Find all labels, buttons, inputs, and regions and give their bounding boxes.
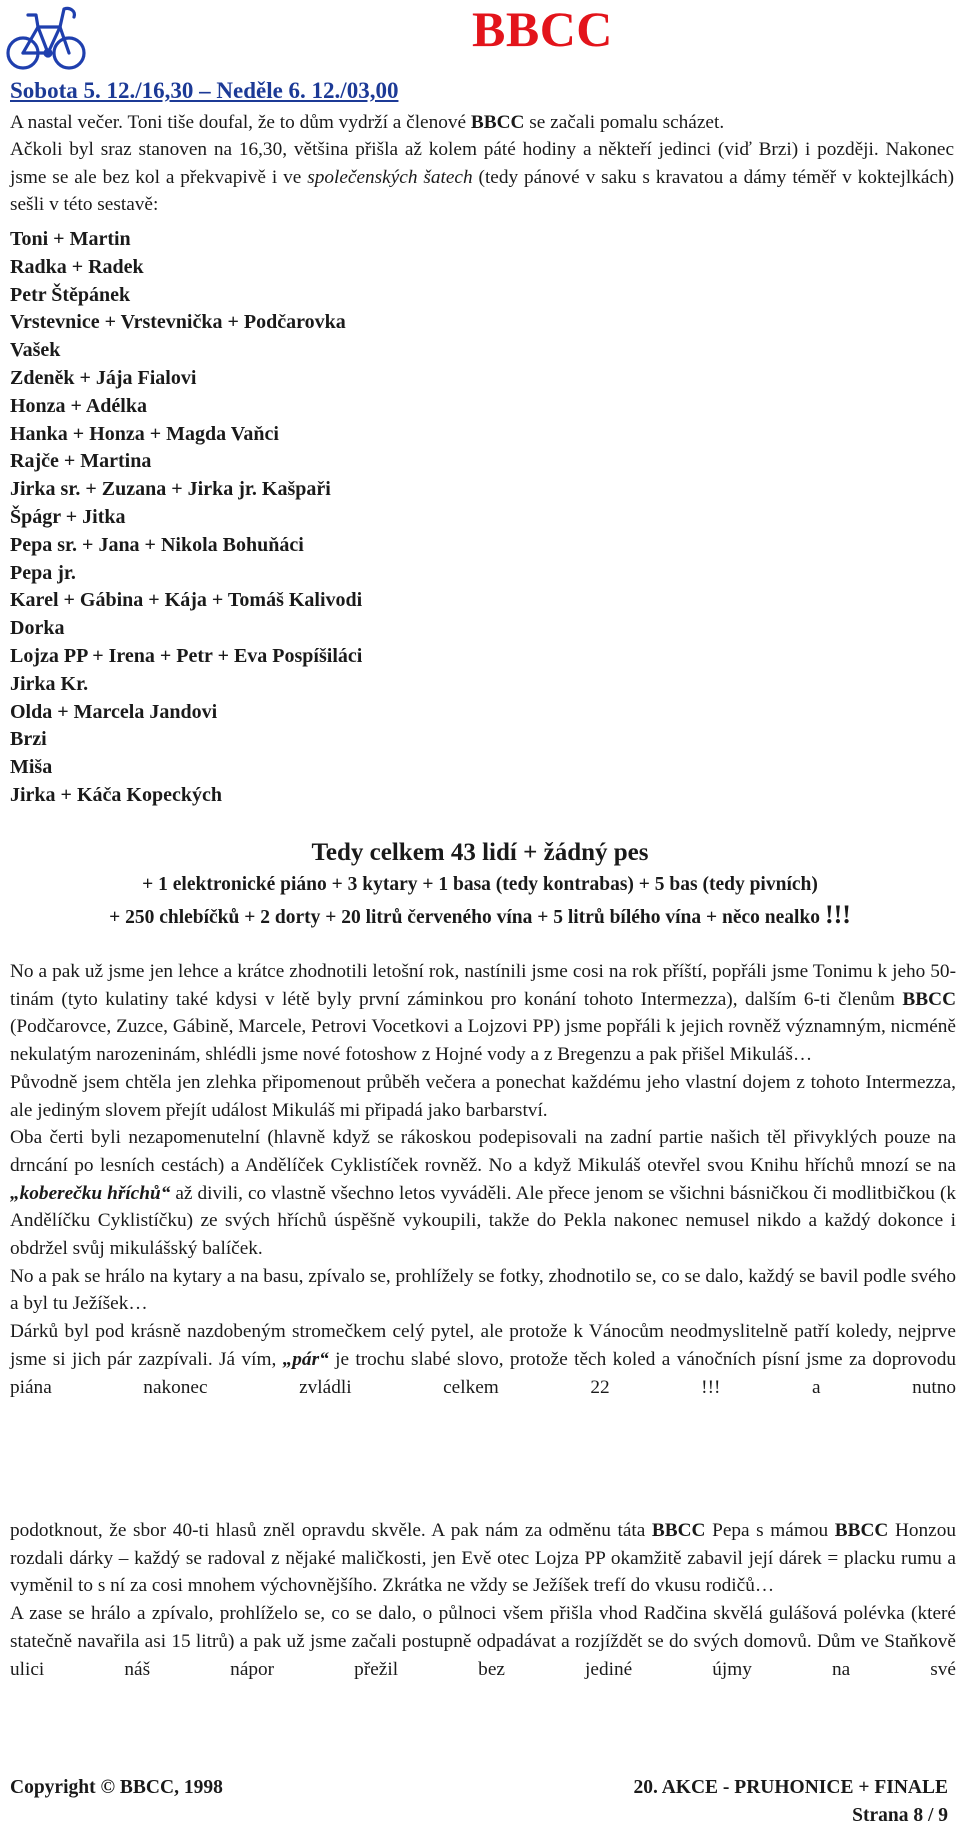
- footer-copyright: Copyright © BBCC, 1998: [10, 1777, 223, 1798]
- attendee-item: Hanka + Honza + Magda Vaňci: [10, 422, 279, 445]
- body-text-run: Pepa s mámou: [705, 1520, 835, 1541]
- body-emphasis: „koberečku hříchů“: [10, 1182, 171, 1204]
- attendee-item: Toni + Martin: [10, 228, 131, 250]
- attendee-item: Miša: [10, 756, 53, 779]
- summary-line-2: [0, 900, 960, 933]
- body-text-run: (Podčarovce, Zuzce, Gábině, Marcele, Petrovi Vocetkovi a Lojzovi PP) jsme popřáli k jejich rovněž významným, nicméně nekulatým narozeninám, shlédli jsme nové fotoshow z Hojné vody a z Bregenzu a pak přišel Mikuláš…: [10, 1016, 956, 1066]
- body-text-run: podotknout, že sbor 40-ti hlasů zněl opravdu skvěle. A pak nám za odměnu táta: [10, 1520, 652, 1541]
- body-text-run: No a pak už jsme jen lehce a krátce zhodnotili letošní rok, nastínili jsme cosi na rok příští, popřáli jsme Tonimu k jeho 50-tinám (tyto kulatiny také kdysi v létě byly první záminkou pro konání tohoto Intermezza), dalším 6-ti členům: [10, 961, 956, 1010]
- attendee-item: Jirka Kr.: [10, 672, 89, 695]
- bbcc-mention: BBCC: [470, 112, 525, 133]
- body-paragraph-3: [10, 1124, 956, 1263]
- brand-title: BBCC: [472, 1, 613, 57]
- intro-text-run: Ačkoli byl sraz stanoven na 16,30, většina přišla až kolem páté hodiny a někteří jedinci (viď Brzi) i později. Nakonec jsme se ale bez kol a překvapivě i ve: [10, 139, 954, 188]
- body-text-continued: [10, 1517, 956, 1683]
- attendee-item: Vašek: [10, 339, 61, 362]
- attendee-list: [10, 226, 362, 810]
- summary-exclamation: !!!: [824, 900, 851, 929]
- body-text-run: Honzou rozdali dárky – každý se radoval z nějaké maličkosti, jen Evě otec Lojza PP okamžitě zabavil její dárek = placku rumu a vyměnil to s ní za cosi mnohem výchovnějšího. Zkrátka ne vždy se Ježíšek trefí do vkusu rodičů…: [10, 1520, 956, 1597]
- body-text-run: až divili, co vlastně všechno letos vyváděli. Ale přece jenom se všichni básničkou či modlitbičkou (k Andělíčku Cyklistíčku) ze svých hříchů úspěšně vykoupili, takže do Pekla nakonec nemusel nikdo a každý dokonce i obdržel svůj mikulášský balíček.: [10, 1182, 957, 1260]
- summary-line-1: + 1 elektronické piáno + 3 kytary + 1 basa (tedy kontrabas) + 5 bas (tedy pivních): [142, 874, 818, 895]
- intro-emphasis: společenských šatech: [307, 166, 473, 188]
- attendee-item: Olda + Marcela Jandovi: [10, 700, 218, 723]
- footer-event: 20. AKCE - PRUHONICE + FINALE: [633, 1777, 948, 1798]
- bbcc-mention: BBCC: [902, 988, 956, 1010]
- attendee-item: Brzi: [10, 728, 47, 751]
- body-paragraph-1: [10, 958, 956, 1069]
- body-paragraph-7: A zase se hrálo a zpívalo, prohlíželo se, co se dalo, o půlnoci všem přišla vhod Radčina skvělá gulášová polévka (které statečně navařila asi 15 litrů) a pak už jsme začali postupně odpadávat a rozjíždět se do svých domovů. Dům ve Staňkově ulici náš nápor přežil bez jediné újmy na své: [10, 1603, 956, 1680]
- page-subtitle: Sobota 5. 12./16,30 – Neděle 6. 12./03,00: [10, 78, 399, 103]
- attendee-item: Jirka + Káča Kopeckých: [10, 783, 222, 806]
- attendee-item: Rajče + Martina: [10, 450, 152, 473]
- attendee-item: Jirka sr. + Zuzana + Jirka jr. Kašpaři: [10, 478, 331, 501]
- intro-text-run: (tedy pánové v saku s kravatou a dámy téměř v koktejlkách) sešli v této sestavě:: [10, 166, 955, 216]
- attendee-item: Honza + Adélka: [10, 394, 147, 417]
- body-paragraph-2: Původně jsem chtěla jen zlehka připomenout průběh večera a ponechat každému jeho vlastní dojem z tohoto Intermezza, ale jediným slovem přejít událost Mikuláš mi připadá jako barbarství.: [10, 1071, 956, 1121]
- attendee-item: Vrstevnice + Vrstevnička + Podčarovka: [10, 311, 346, 334]
- intro-text-run: se začali pomalu scházet.: [524, 112, 725, 133]
- body-paragraph-6: [10, 1517, 956, 1600]
- intro-paragraph-1: [10, 109, 954, 136]
- attendee-item: Lojza PP + Irena + Petr + Eva Pospíšiláci: [10, 644, 363, 667]
- body-text-main: [10, 958, 956, 1401]
- attendee-item: Radka + Radek: [10, 255, 144, 278]
- body-text-run: Oba čerti byli nezapomenutelní (hlavně když se rákoskou podepisovali na zadní partie našich těl přivyklých pouze na drncání po lesních cestách) a Andělíček Cyklistíček rovněž. No a když Mikuláš otevřel svou Knihu hříchů mnozí se na: [10, 1127, 956, 1176]
- attendee-item: Pepa jr.: [10, 561, 76, 584]
- intro-text-run: A nastal večer. Toni tiše doufal, že to dům vydrží a členové: [10, 112, 471, 133]
- summary-line-2-text: + 250 chlebíčků + 2 dorty + 20 litrů červeného vína + 5 litrů bílého vína + něco nealko: [109, 907, 825, 928]
- bicycle-logo-icon: [6, 3, 90, 77]
- body-paragraph-5: [10, 1318, 956, 1401]
- attendee-item: Karel + Gábina + Kája + Tomáš Kalivodi: [10, 589, 363, 612]
- bbcc-mention: BBCC: [651, 1520, 706, 1541]
- intro-paragraph-2: [10, 136, 954, 218]
- intro-text: [10, 109, 954, 219]
- summary-block: [0, 836, 960, 933]
- attendee-item: Zdeněk + Jája Fialovi: [10, 366, 197, 389]
- footer-page-number: Strana 8 / 9: [852, 1805, 948, 1826]
- attendee-item: Pepa sr. + Jana + Nikola Bohuňáci: [10, 533, 304, 556]
- summary-headline: Tedy celkem 43 lidí + žádný pes: [311, 839, 649, 866]
- body-text-run: Dárků byl pod krásně nazdobeným stromečkem celý pytel, ale protože k Vánocům neodmyslitelně patří koledy, nejprve jsme si jich pár zazpívali. Já vím,: [10, 1321, 956, 1370]
- body-text-run: je trochu slabé slovo, protože těch koled a vánočních písní jsme za doprovodu piána nakonec zvládli celkem 22 !!! a nutno: [10, 1348, 956, 1398]
- attendee-item: Špágr + Jitka: [10, 505, 126, 528]
- bbcc-mention: BBCC: [834, 1520, 889, 1541]
- attendee-item: Dorka: [10, 617, 65, 640]
- attendee-item: Petr Štěpánek: [10, 283, 131, 306]
- body-paragraph-4: No a pak se hrálo na kytary a na basu, zpívalo se, prohlížely se fotky, zhodnotilo se, co se dalo, každý se bavil podle svého a byl tu Ježíšek…: [10, 1265, 956, 1315]
- body-emphasis: „pár“: [282, 1348, 329, 1370]
